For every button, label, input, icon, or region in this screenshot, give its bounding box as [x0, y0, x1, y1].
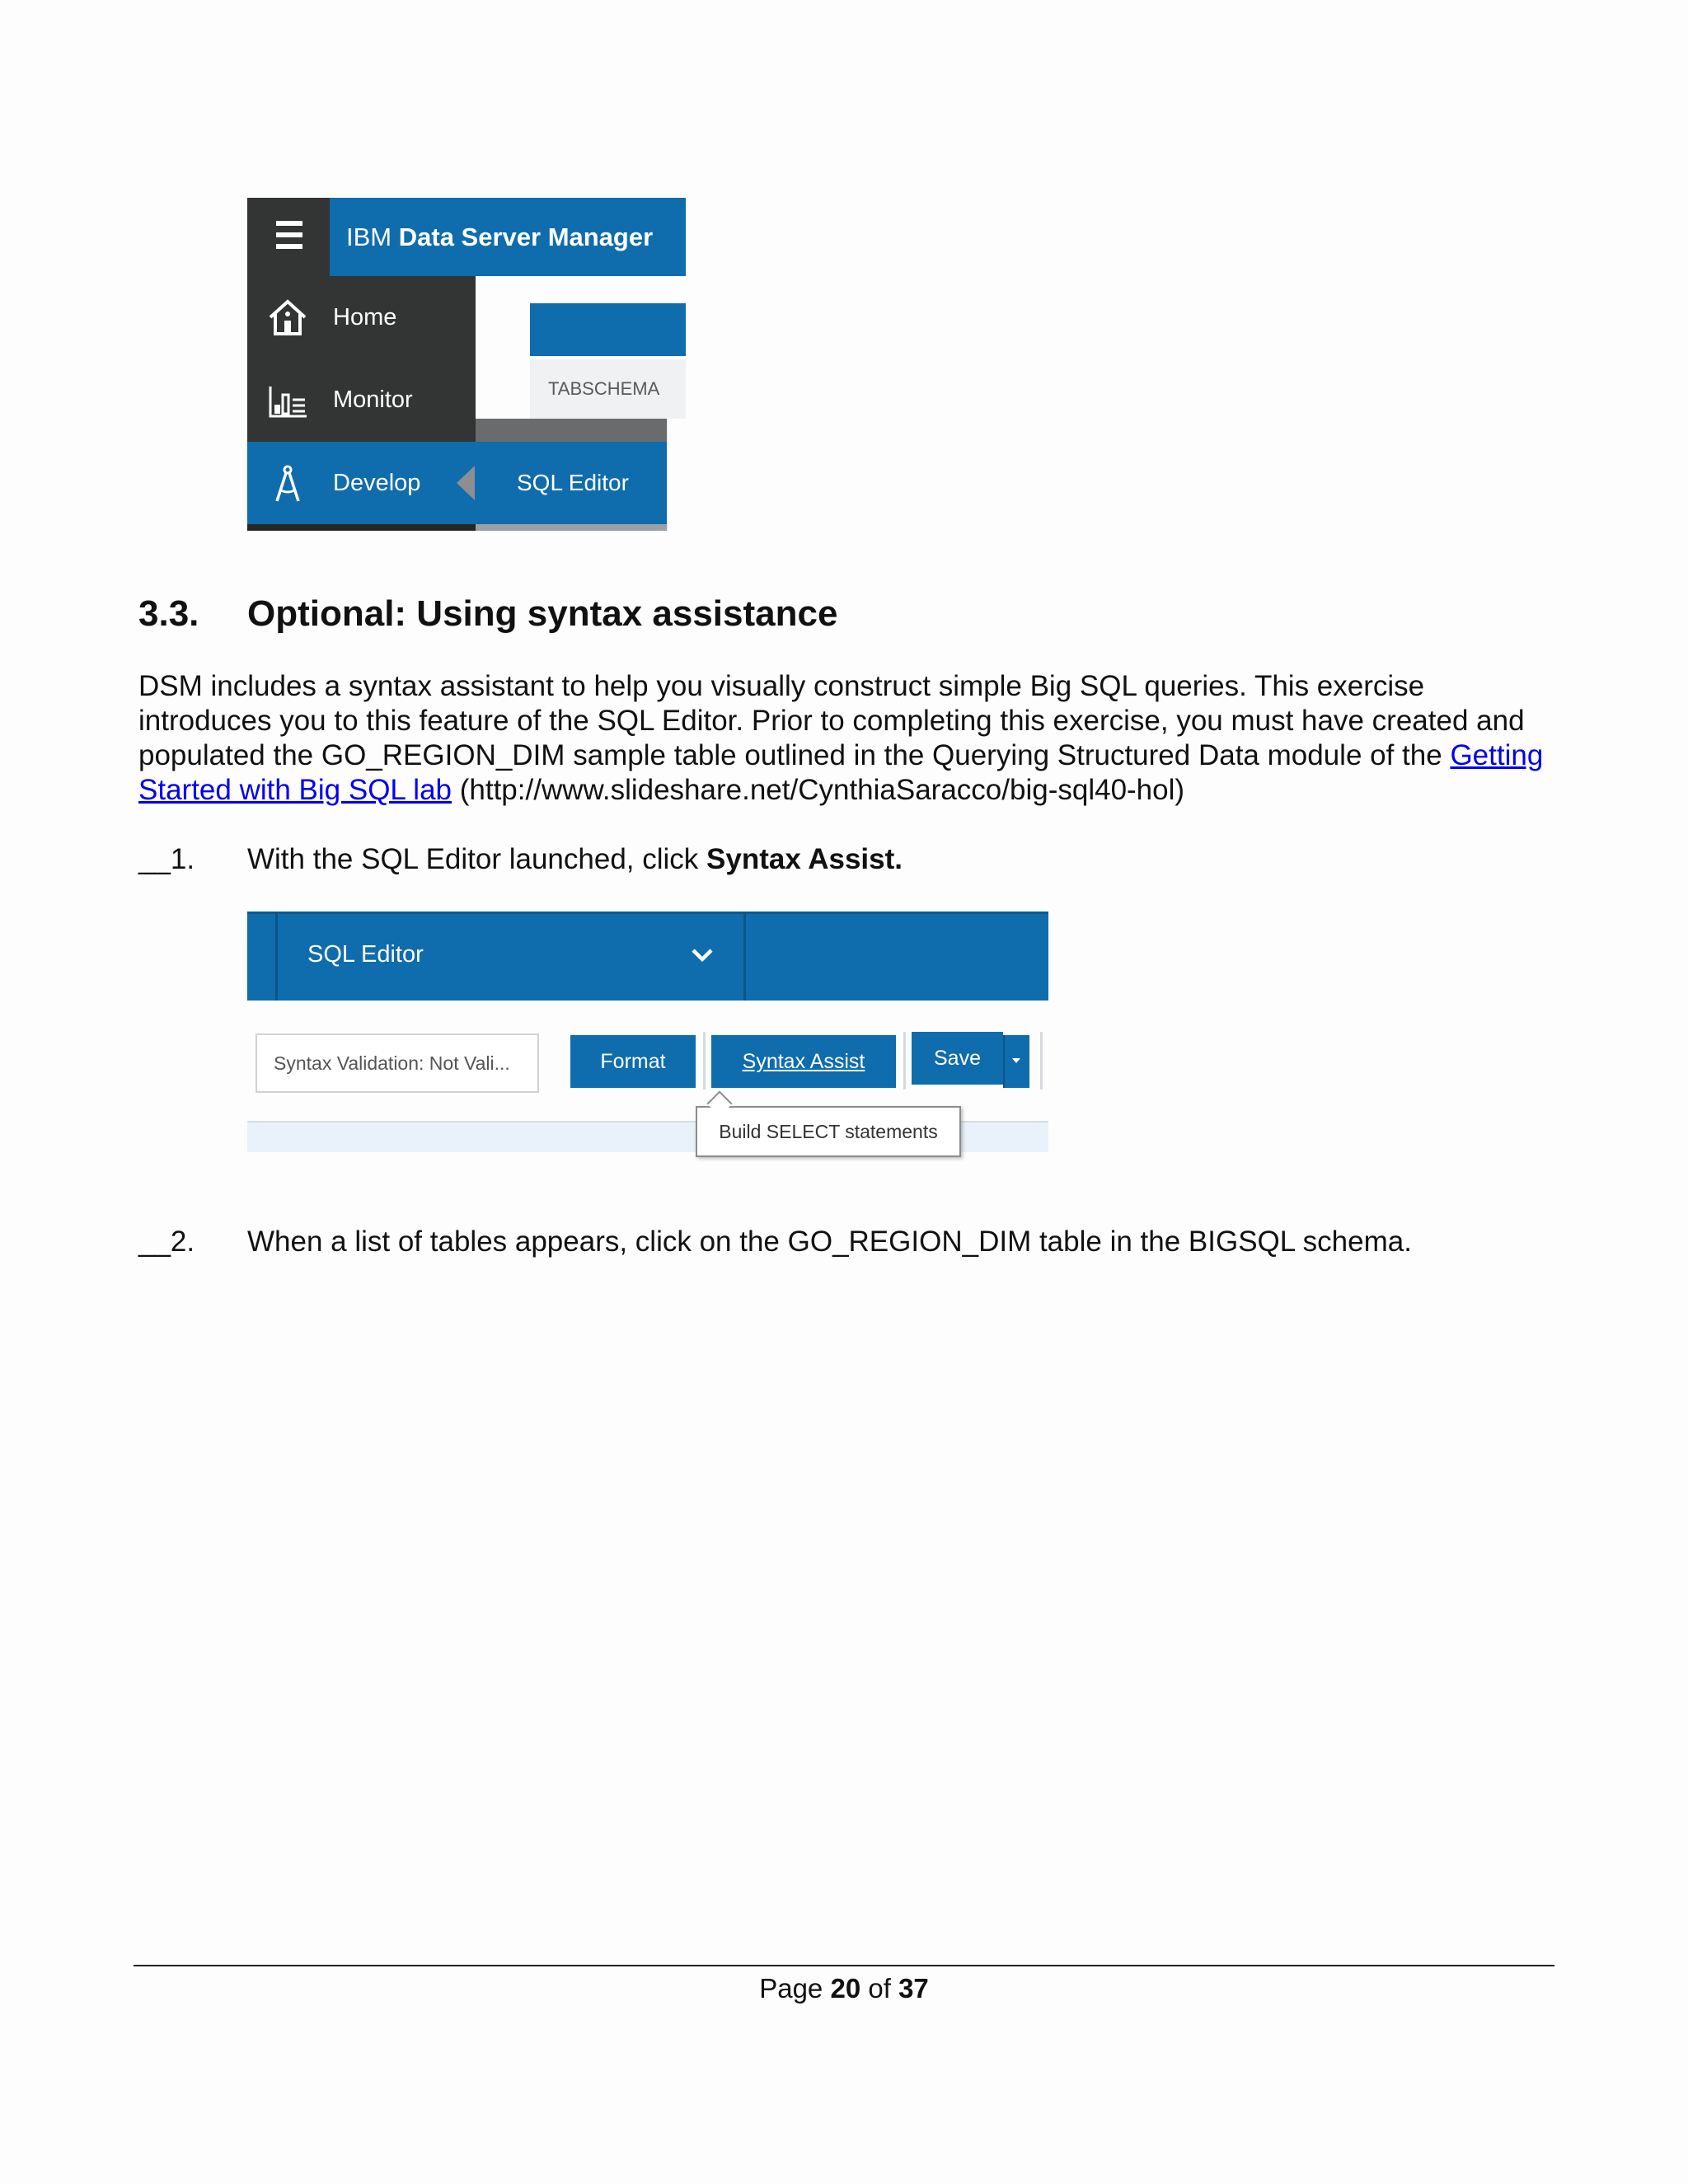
sidebar-item-label: Develop: [333, 470, 421, 496]
save-button[interactable]: Save: [912, 1032, 1003, 1085]
flyout-caret-icon: [457, 466, 475, 500]
sidebar: [247, 276, 476, 531]
hamburger-icon: [276, 221, 302, 226]
sidebar-item-monitor[interactable]: [247, 359, 476, 441]
flyout-item-sql-editor[interactable]: SQL Editor: [476, 442, 667, 524]
section-title: Optional: Using syntax assistance: [247, 593, 838, 634]
content-header-bar: [530, 303, 686, 356]
brand-prefix: IBM: [346, 223, 392, 251]
intro-paragraph: [138, 669, 1556, 808]
step-2-text: When a list of tables appears, click on the GO_REGION_DIM table in the BIGSQL schema.: [247, 1226, 1412, 1258]
current-page: 20: [830, 1973, 861, 2004]
develop-compass-icon: [267, 463, 308, 504]
footer-rule: [134, 1965, 1554, 1966]
intro-text: DSM includes a syntax assistant to help you visually construct simple Big SQL queries. This exercise introduces you to this feature of the SQL Editor. Prior to completing this exercise, you must have created and populated the GO_REGION_DIM sample table outlined in the Querying Structured Data module of the: [138, 670, 1525, 771]
sql-editor-screenshot: [247, 912, 1048, 1180]
page-footer: Page 20 of 37: [759, 1973, 929, 2004]
dsm-nav-screenshot: [247, 198, 686, 531]
sidebar-item-label: Monitor: [333, 387, 413, 413]
sidebar-item-develop[interactable]: [247, 442, 476, 524]
intro-url-text: (http://www.slideshare.net/CynthiaSaracco/big-sql40-hol): [452, 774, 1185, 806]
total-pages: 37: [898, 1973, 929, 2004]
step-1-text: With the SQL Editor launched, click Syntax Assist.: [247, 843, 903, 875]
sidebar-item-home[interactable]: [247, 276, 476, 359]
syntax-assist-button[interactable]: Syntax Assist: [711, 1035, 896, 1088]
step-1-marker: __1.: [138, 843, 195, 875]
home-icon: [267, 298, 308, 339]
syntax-validation-field[interactable]: Syntax Validation: Not Vali...: [256, 1033, 539, 1093]
save-dropdown-button[interactable]: [1003, 1035, 1029, 1088]
caret-down-icon: [1012, 1058, 1020, 1063]
chevron-down-icon[interactable]: [688, 941, 716, 969]
step-2-marker: __2.: [138, 1226, 195, 1258]
brand-name: Data Server Manager: [398, 223, 654, 251]
sql-editor-title: SQL Editor: [307, 941, 424, 968]
syntax-assist-tooltip: Build SELECT statements: [696, 1106, 961, 1157]
hamburger-menu-button[interactable]: [247, 198, 330, 276]
column-header-tabschema: TABSCHEMA: [530, 359, 686, 419]
monitor-chart-icon: [267, 380, 308, 421]
product-title: [330, 198, 686, 276]
step-1-bold: Syntax Assist.: [706, 843, 903, 875]
format-button[interactable]: Format: [570, 1035, 696, 1088]
section-number: 3.3.: [138, 593, 199, 634]
getting-started-link[interactable]: Getting Started with Big SQL lab: [138, 739, 1544, 806]
sidebar-item-label: Home: [333, 304, 397, 330]
